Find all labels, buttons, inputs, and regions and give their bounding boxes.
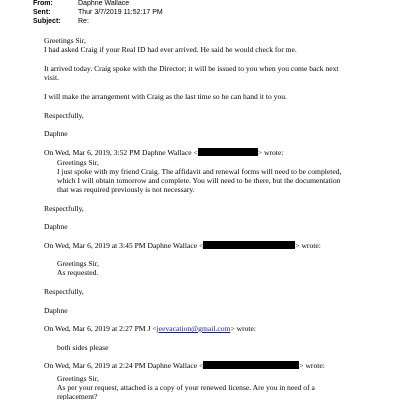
email-link[interactable]: jeevacation@gmail.com bbox=[156, 324, 231, 333]
quote-2-greeting: Greetings Sir, bbox=[57, 259, 99, 268]
subject-label: Subject: bbox=[33, 18, 61, 26]
email-header bbox=[33, 0, 163, 28]
redacted-email bbox=[203, 241, 295, 249]
quote-1-header-post: > wrote: bbox=[257, 148, 284, 157]
sent-row bbox=[33, 9, 163, 18]
quote-1-signature: Daphne bbox=[44, 222, 68, 231]
quote-1-header bbox=[44, 148, 394, 157]
quote-4-line-1: As per your request, attached is a copy of your renewed license. Are you in need of a bbox=[57, 383, 315, 392]
body-paragraph-2-line-2: visit. bbox=[44, 73, 59, 82]
quote-4-header-post: > wrote: bbox=[299, 361, 325, 370]
quote-1-header-pre: On Wed, Mar 6, 2019, 3:52 PM Daphne Wallace < bbox=[44, 148, 198, 157]
quote-1-closing: Respectfully, bbox=[44, 204, 84, 213]
subject-row bbox=[33, 18, 163, 27]
quote-4-greeting: Greetings Sir, bbox=[57, 374, 99, 383]
body-paragraph-2-line-1: It arrived today. Craig spoke with the Director; it will be issued to you when you come back next bbox=[44, 64, 339, 73]
body-paragraph-1: I had asked Craig if your Real ID had ever arrived. He said he would check for me. bbox=[44, 45, 297, 54]
quote-4-header-pre: On Wed, Mar 6, 2019 at 2:24 PM Daphne Wallace < bbox=[44, 361, 204, 370]
body-closing: Respectfully, bbox=[44, 111, 84, 120]
body-greeting: Greetings Sir, bbox=[44, 36, 86, 45]
from-label: From: bbox=[33, 0, 53, 7]
from-value: Daphne Wallace bbox=[78, 0, 130, 7]
quote-2-header-pre: On Wed, Mar 6, 2019 at 3:45 PM Daphne Wallace < bbox=[44, 241, 204, 250]
quote-1-line-3: that was required previously is not necessary. bbox=[57, 185, 195, 194]
redacted-email bbox=[198, 148, 258, 156]
quote-1-greeting: Greetings Sir, bbox=[57, 158, 99, 167]
quote-3-header bbox=[44, 324, 394, 333]
quote-3-header-pre: On Wed, Mar 6, 2019 at 2:27 PM J < bbox=[44, 324, 157, 333]
quote-4-header bbox=[44, 361, 394, 370]
subject-value: Re: bbox=[78, 18, 89, 26]
quote-4-line-2: replacement? bbox=[57, 392, 98, 400]
quote-1-line-2: which I will obtain tomorrow and complete. You will need to be there, but the documentation bbox=[57, 176, 341, 185]
quote-2-signature: Daphne bbox=[44, 306, 68, 315]
quote-2-header-post: > wrote: bbox=[295, 241, 321, 250]
quote-3-header-post: > wrote: bbox=[230, 324, 257, 333]
redacted-email bbox=[203, 361, 299, 369]
sent-label: Sent: bbox=[33, 9, 51, 17]
quote-2-header bbox=[44, 241, 394, 250]
quote-3-line-1: both sides please bbox=[57, 343, 109, 352]
sent-value: Thur 3/7/2019 11:52:17 PM bbox=[78, 9, 163, 17]
body-signature: Daphne bbox=[44, 129, 68, 138]
body-paragraph-3: I will make the arrangement with Craig as the last time so he can hand it to you. bbox=[44, 92, 287, 101]
quote-1-line-1: I just spoke with my friend Craig. The affidavit and renewal forms will need to be completed, bbox=[57, 167, 342, 176]
quote-2-closing: Respectfully, bbox=[44, 287, 84, 296]
from-row bbox=[33, 0, 163, 9]
quote-2-line-1: As requested. bbox=[57, 268, 99, 277]
